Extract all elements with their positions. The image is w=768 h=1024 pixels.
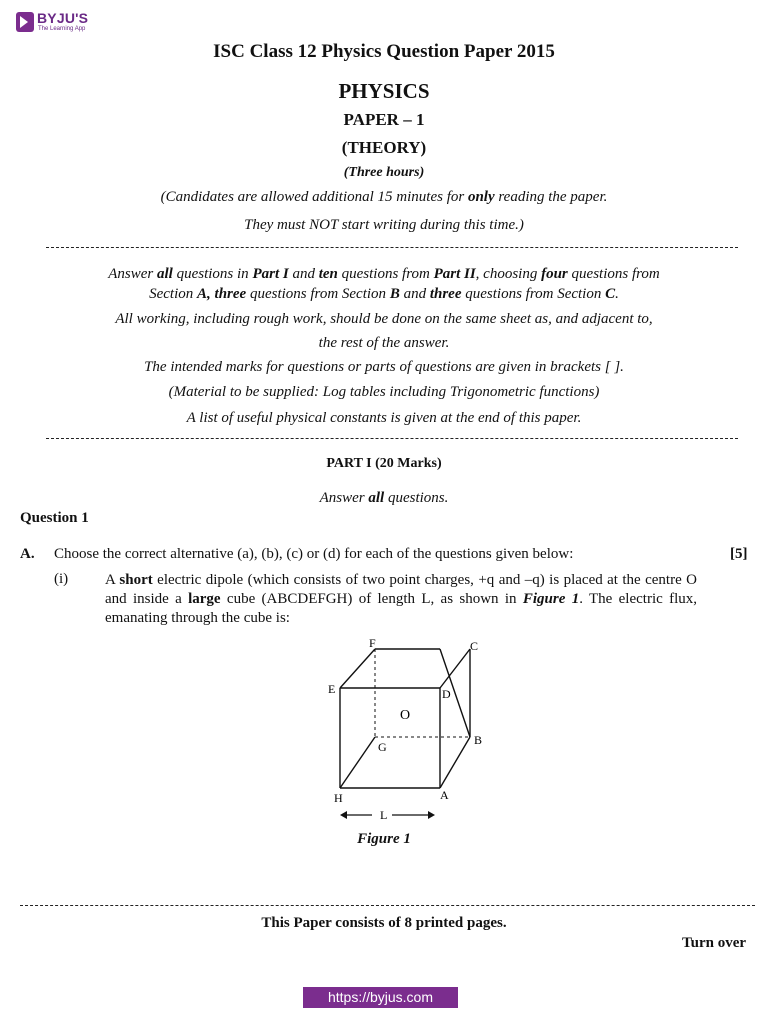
- instruction-line-3: All working, including rough work, should be done on the same sheet as, and adjacent to,: [115, 311, 653, 327]
- reading-time-a: (Candidates are allowed additional 15 minutes for: [160, 189, 468, 205]
- text-segment: A,: [197, 286, 211, 302]
- logo-name: BYJU'S: [37, 10, 89, 26]
- text-segment: three: [429, 286, 462, 302]
- edge-hg: [340, 737, 375, 788]
- text-segment: Section: [149, 286, 198, 302]
- reading-time-note: [0, 189, 768, 206]
- byjus-url-link[interactable]: https://byjus.com: [303, 987, 458, 1008]
- answer-post: questions.: [384, 490, 449, 506]
- text-segment: three: [214, 286, 247, 302]
- theory-heading: (THEORY): [341, 138, 427, 157]
- figure-caption: Figure 1: [357, 831, 411, 847]
- turn-over-note: Turn over: [682, 935, 747, 951]
- pages-note: This Paper consists of 8 printed pages.: [261, 915, 507, 931]
- answer-pre: Answer: [319, 490, 369, 506]
- question-1-title: Question 1: [20, 510, 89, 526]
- edge-ef: [340, 649, 375, 688]
- duration-text: (Three hours): [343, 165, 425, 180]
- question-a-text: Choose the correct alternative (a), (b), (c) or (d) for each of the questions given below:: [54, 546, 574, 562]
- text-segment: B: [389, 286, 400, 302]
- instruction-line-4: the rest of the answer.: [318, 335, 450, 351]
- part-one-heading: PART I (20 Marks): [326, 456, 442, 471]
- text-segment: four: [541, 266, 568, 282]
- text-segment: questions in: [172, 266, 253, 282]
- instruction-line-5: The intended marks for questions or parts of questions are given in brackets [ ].: [144, 359, 624, 375]
- text-segment: C: [605, 286, 616, 302]
- text-segment: and: [288, 266, 319, 282]
- subject-heading: PHYSICS: [338, 79, 430, 103]
- label-h: H: [334, 791, 343, 805]
- instruction-line-7: A list of useful physical constants is given at the end of this paper.: [186, 410, 582, 426]
- paper-heading: PAPER – 1: [343, 110, 425, 129]
- label-g: G: [378, 740, 387, 754]
- answer-all-note: [0, 490, 768, 507]
- question-a-marks: [5]: [730, 546, 748, 562]
- question-i-text: [105, 571, 697, 628]
- label-c: C: [470, 639, 479, 653]
- text-segment: questions from: [337, 266, 434, 282]
- text-segment: A: [105, 572, 120, 588]
- text-segment: Answer: [108, 266, 157, 282]
- text-segment: and: [399, 286, 430, 302]
- instruction-line-6: (Material to be supplied: Log tables including Trigonometric functions): [168, 384, 600, 400]
- text-segment: questions from: [567, 266, 660, 282]
- text-segment: all: [157, 266, 173, 282]
- cube-figure: [320, 630, 500, 830]
- text-segment: .: [615, 286, 619, 302]
- edge-ab: [440, 737, 470, 788]
- label-d: D: [442, 687, 451, 701]
- reading-time-b: reading the paper.: [494, 189, 608, 205]
- text-segment: Part II: [433, 266, 476, 282]
- text-segment: . The electric flux, emanating through the cube is:: [105, 591, 698, 626]
- text-segment: questions from Section: [246, 286, 390, 302]
- instruction-line-1: [0, 266, 768, 283]
- arrowhead-left: [340, 811, 347, 819]
- text-segment: Figure 1: [522, 591, 580, 607]
- text-segment: short: [119, 572, 153, 588]
- logo-tagline: The Learning App: [38, 26, 86, 32]
- page-title: ISC Class 12 Physics Question Paper 2015: [213, 41, 555, 62]
- text-segment: large: [188, 591, 221, 607]
- label-a: A: [440, 788, 449, 802]
- label-l: L: [380, 808, 388, 822]
- label-e: E: [328, 682, 336, 696]
- text-segment: , choosing: [475, 266, 542, 282]
- arrowhead-right: [428, 811, 435, 819]
- no-writing-note: They must NOT start writing during this time.): [244, 217, 524, 233]
- divider-instructions: [46, 438, 738, 439]
- label-o: O: [400, 708, 411, 723]
- byjus-logo-icon: [16, 12, 34, 32]
- text-segment: cube (ABCDEFGH) of length L, as shown in: [220, 591, 523, 607]
- text-segment: questions from Section: [461, 286, 606, 302]
- label-f: F: [369, 636, 376, 650]
- text-segment: electric dipole (which consists of two point charges, +q and –q) is placed at the centre O and inside a: [105, 572, 697, 607]
- text-segment: Part I: [252, 266, 289, 282]
- edge-dc: [440, 649, 470, 688]
- divider-top: [46, 247, 738, 248]
- question-a-label: A.: [20, 546, 35, 562]
- divider-footer: [20, 905, 755, 906]
- answer-all-word: all: [368, 490, 385, 506]
- question-i-label: (i): [54, 571, 69, 587]
- reading-time-only: only: [467, 189, 495, 205]
- text-segment: ten: [318, 266, 338, 282]
- label-b: B: [474, 733, 483, 747]
- instruction-line-2: [0, 286, 768, 303]
